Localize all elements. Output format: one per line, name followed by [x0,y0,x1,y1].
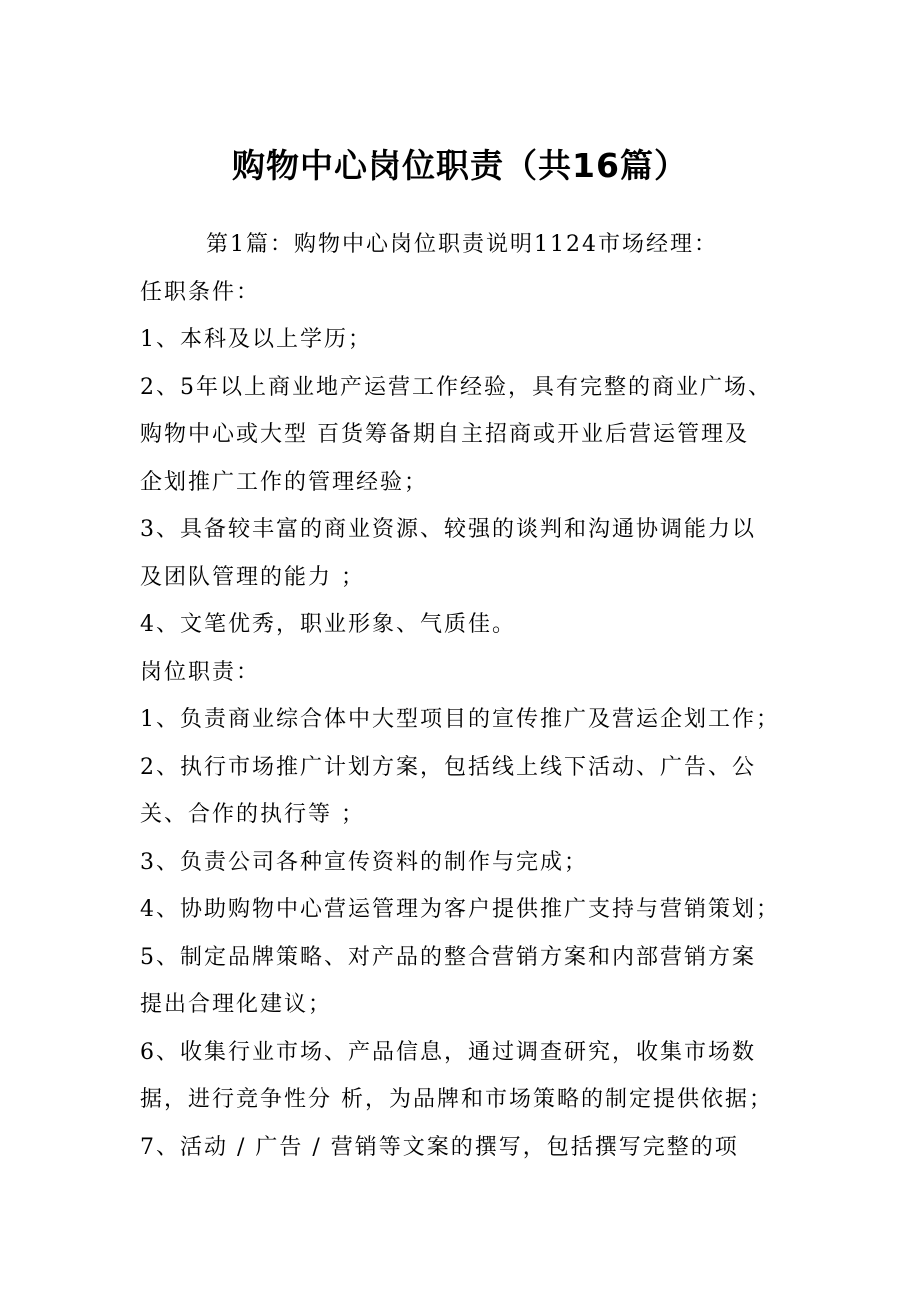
text-line: 据，进行竞争性分 析，为品牌和市场策略的制定提供依据； [140,1087,773,1112]
subheading-requirements: 任职条件： [140,279,261,305]
text-line: 3、负责公司各种宣传资料的制作与完成； [140,849,588,875]
text-line: 提出合理化建议； [140,992,333,1017]
text-line: 关、合作的执行等 ； [140,802,365,827]
text-line: 5、制定品牌策略、对产品的整合营销方案和内部营销方案 [140,944,756,970]
document-body [140,221,800,1171]
text-line: 及团队管理的能力 ； [140,564,365,590]
text-line: 购物中心或大型 百货筹备期自主招商或开业后营运管理及 [140,422,749,447]
document-title: 购物中心岗位职责（共16篇） [232,146,688,185]
text-line: 3、具备较丰富的商业资源、较强的谈判和沟通协调能力以 [140,517,756,542]
text-line: 1、负责商业综合体中大型项目的宣传推广及营运企划工作； [140,707,780,732]
text-line: 1、本科及以上学历； [140,327,372,352]
text-line: 企划推广工作的管理经验； [140,469,429,495]
text-line: 6、收集行业市场、产品信息，通过调查研究，收集市场数 [140,1039,756,1065]
text-line: 4、文笔优秀，职业形象、气质佳。 [140,612,516,637]
text-line: 4、协助购物中心营运管理为客户提供推广支持与营销策划； [140,897,780,922]
subheading-duties: 岗位职责： [140,659,261,685]
text-line: 2、执行市场推广计划方案，包括线上线下活动、广告、公 [140,754,756,780]
section-heading: 第1篇：购物中心岗位职责说明1124市场经理： [206,232,718,257]
text-line: 7、活动 / 广告 / 营销等文案的撰写，包括撰写完整的项 [140,1134,739,1160]
text-line: 2、5年以上商业地产运营工作经验，具有完整的商业广场、 [140,374,772,400]
